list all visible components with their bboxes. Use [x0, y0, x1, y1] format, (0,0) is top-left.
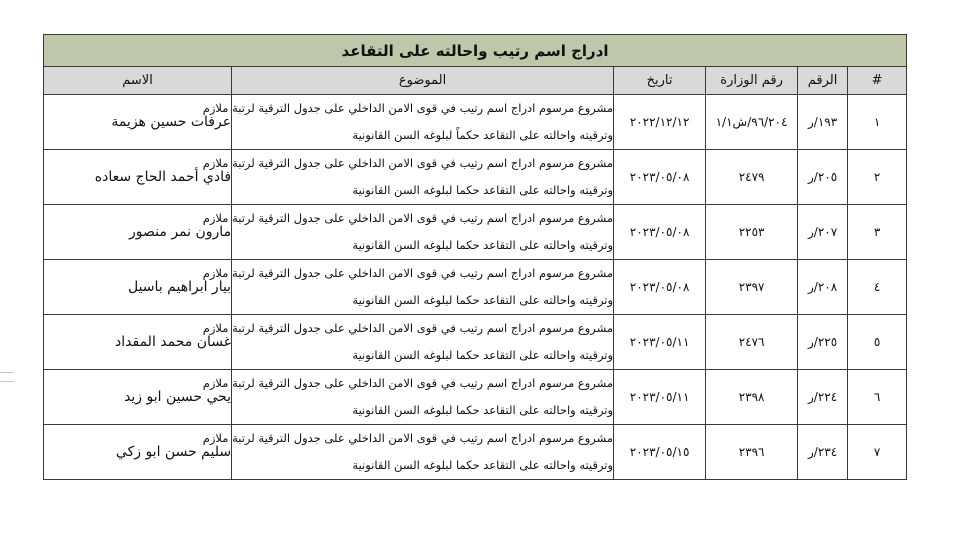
cell-number: ٢٠٧/ر: [798, 205, 848, 260]
table-row: [44, 370, 907, 425]
subject-line-1: مشروع مرسوم ادراج اسم رتيب في قوى الامن الداخلي على جدول الترقية لرتبة ملازم: [202, 156, 614, 170]
cell-name: عرفات حسين هزيمة: [44, 95, 232, 150]
cell-date: ٢٠٢٣/٠٥/١١: [614, 370, 706, 425]
page-edge-mark-top: [0, 372, 14, 373]
table-header-row: [44, 67, 907, 95]
cell-subject: [202, 315, 614, 370]
cell-ministry-number: ٢٣٩٦: [706, 425, 798, 480]
cell-index: ٢: [848, 150, 907, 205]
cell-index: ٣: [848, 205, 907, 260]
header-date: تاريخ: [614, 67, 706, 95]
header-index: #: [848, 67, 907, 95]
table-title: ادراج اسم رتيب واحالته على التقاعد: [44, 35, 907, 67]
cell-date: ٢٠٢٣/٠٥/٠٨: [614, 150, 706, 205]
subject-line-1: مشروع مرسوم ادراج اسم رتيب في قوى الامن الداخلي على جدول الترقية لرتبة ملازم: [202, 101, 614, 115]
cell-subject: [202, 95, 614, 150]
header-name: الاسم: [44, 67, 232, 95]
table-row: [44, 205, 907, 260]
cell-number: ٢٣٤/ر: [798, 425, 848, 480]
subject-line-1: مشروع مرسوم ادراج اسم رتيب في قوى الامن الداخلي على جدول الترقية لرتبة ملازم: [202, 321, 614, 335]
table-row: [44, 150, 907, 205]
cell-name: بيار ابراهيم باسيل: [44, 260, 232, 315]
subject-line-2: وترقيته واحالته على التقاعد حكما لبلوغه السن القانونية: [352, 348, 614, 362]
cell-subject: [202, 370, 614, 425]
cell-subject: [202, 425, 614, 480]
subject-line-1: مشروع مرسوم ادراج اسم رتيب في قوى الامن الداخلي على جدول الترقية لرتبة ملازم: [202, 211, 614, 225]
cell-number: ٢٠٨/ر: [798, 260, 848, 315]
table-row: [44, 315, 907, 370]
cell-number: ١٩٣/ر: [798, 95, 848, 150]
subject-line-2: وترقيته واحالته على التقاعد حكما لبلوغه السن القانونية: [352, 293, 614, 307]
cell-subject: [202, 205, 614, 260]
cell-name: غسان محمد المقداد: [44, 315, 232, 370]
cell-name: مارون نمر منصور: [44, 205, 232, 260]
cell-date: ٢٠٢٢/١٢/١٢: [614, 95, 706, 150]
subject-line-2: وترقيته واحالته على التقاعد حكما لبلوغه السن القانونية: [352, 458, 614, 472]
cell-number: ٢٢٤/ر: [798, 370, 848, 425]
header-ministry-number: رقم الوزارة: [706, 67, 798, 95]
cell-index: ١: [848, 95, 907, 150]
subject-line-1: مشروع مرسوم ادراج اسم رتيب في قوى الامن الداخلي على جدول الترقية لرتبة ملازم: [202, 376, 614, 390]
header-subject: الموضوع: [232, 67, 614, 95]
cell-date: ٢٠٢٣/٠٥/٠٨: [614, 205, 706, 260]
cell-ministry-number: ٩٦/٢٠٤/ش١/١: [706, 95, 798, 150]
cell-name: يحي حسين ابو زيد: [44, 370, 232, 425]
subject-line-1: مشروع مرسوم ادراج اسم رتيب في قوى الامن الداخلي على جدول الترقية لرتبة ملازم: [202, 431, 614, 445]
decrees-table: [43, 34, 907, 480]
subject-line-2: وترقيته واحالته على التقاعد حكما لبلوغه السن القانونية: [352, 403, 614, 417]
table-row: [44, 425, 907, 480]
cell-number: ٢٢٥/ر: [798, 315, 848, 370]
cell-number: ٢٠٥/ر: [798, 150, 848, 205]
cell-subject: [202, 260, 614, 315]
table-title-row: [44, 35, 907, 67]
cell-date: ٢٠٢٣/٠٥/١٥: [614, 425, 706, 480]
cell-ministry-number: ٢٢٥٣: [706, 205, 798, 260]
cell-ministry-number: ٢٤٧٦: [706, 315, 798, 370]
subject-line-2: وترقيته واحالته على التقاعد حكما لبلوغه السن القانونية: [352, 238, 614, 252]
table-row: [44, 95, 907, 150]
cell-index: ٥: [848, 315, 907, 370]
cell-subject: [202, 150, 614, 205]
cell-ministry-number: ٢٣٩٧: [706, 260, 798, 315]
cell-index: ٦: [848, 370, 907, 425]
cell-index: ٧: [848, 425, 907, 480]
cell-date: ٢٠٢٣/٠٥/١١: [614, 315, 706, 370]
cell-ministry-number: ٢٤٧٩: [706, 150, 798, 205]
subject-line-2: وترقيته واحالته على التقاعد حكما لبلوغه السن القانونية: [352, 183, 614, 197]
cell-index: ٤: [848, 260, 907, 315]
page-edge-mark-bottom: [0, 381, 14, 382]
cell-name: سليم حسن ابو زكي: [44, 425, 232, 480]
cell-date: ٢٠٢٣/٠٥/٠٨: [614, 260, 706, 315]
table-row: [44, 260, 907, 315]
subject-line-1: مشروع مرسوم ادراج اسم رتيب في قوى الامن الداخلي على جدول الترقية لرتبة ملازم: [202, 266, 614, 280]
cell-name: فادي أحمد الحاج سعاده: [44, 150, 232, 205]
subject-line-2: وترقيته واحالته على التقاعد حكماً لبلوغه السن القانونية: [352, 128, 614, 142]
header-number: الرقم: [798, 67, 848, 95]
cell-ministry-number: ٢٣٩٨: [706, 370, 798, 425]
